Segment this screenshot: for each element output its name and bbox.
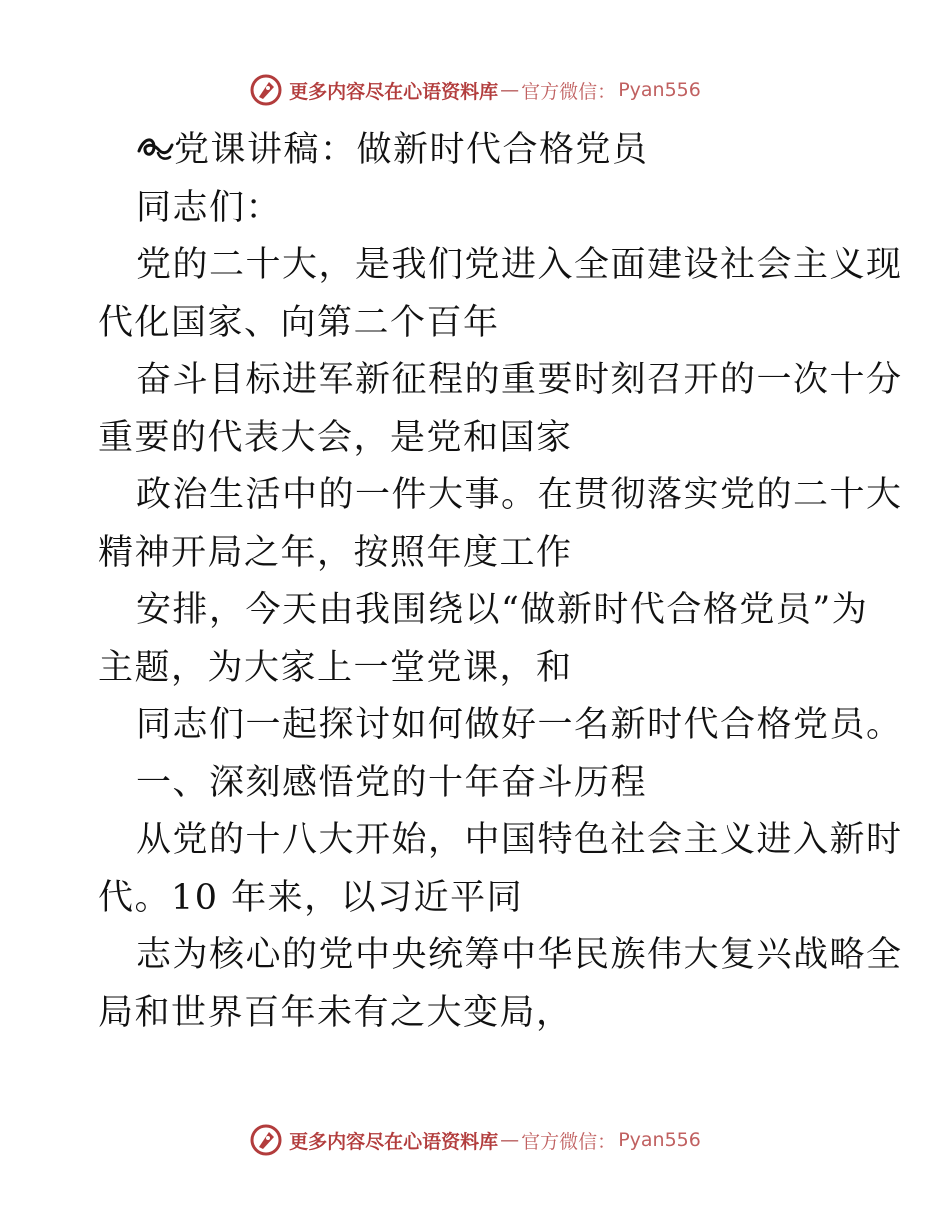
watermark-sub-text: 官方微信： [521,80,617,103]
watermark-main-text: 更多内容尽在心语资料库 [289,80,499,103]
paragraph-line: 同志们： [136,187,283,228]
watermark-id: Pyan556 [618,79,701,101]
paragraph-line: 党的二十大，是我们党进入全面建设社会主义现 [136,245,903,285]
document-title-text: 党课讲稿：做新时代合格党员 [174,130,649,170]
paragraph-line: 主题，为大家上一堂党课，和 [98,647,573,688]
paragraph-line: 精神开局之年，按照年度工作 [98,532,573,573]
paragraph-line: 志为核心的党中央统筹中华民族伟大复兴战略全 [136,935,903,975]
paragraph-line: 局和世界百年未有之大变局， [98,992,573,1033]
watermark-footer [0,1120,950,1160]
paragraph-line: 代。10 年来，以习近平同 [98,877,524,918]
watermark-separator: — [500,1129,520,1151]
watermark-separator: — [500,79,520,101]
pen-nib-logo-icon [249,73,283,107]
paragraph-line: 重要的代表大会，是党和国家 [98,417,573,458]
watermark-header [0,70,950,110]
paragraph-line: 从党的十八大开始，中国特色社会主义进入新时 [136,820,903,860]
watermark-sub-text: 官方微信： [521,1130,617,1153]
paragraph-line: 政治生活中的一件大事。在贯彻落实党的二十大 [136,475,903,515]
watermark-main-text: 更多内容尽在心语资料库 [289,1130,499,1153]
document-body [98,122,903,1042]
section-heading: 一、深刻感悟党的十年奋斗历程 [136,762,648,803]
watermark-id: Pyan556 [618,1129,701,1151]
pen-nib-logo-icon [249,1123,283,1157]
paragraph-line: 同志们一起探讨如何做好一名新时代合格党员。 [136,705,903,745]
paragraph-line: 安排，今天由我围绕以“做新时代合格党员”为 [136,590,869,630]
flourish-bullet-icon [136,133,174,163]
paragraph-line: 奋斗目标进军新征程的重要时刻召开的一次十分 [136,360,903,400]
document-title [98,122,858,180]
paragraph-line: 代化国家、向第二个百年 [98,302,500,343]
